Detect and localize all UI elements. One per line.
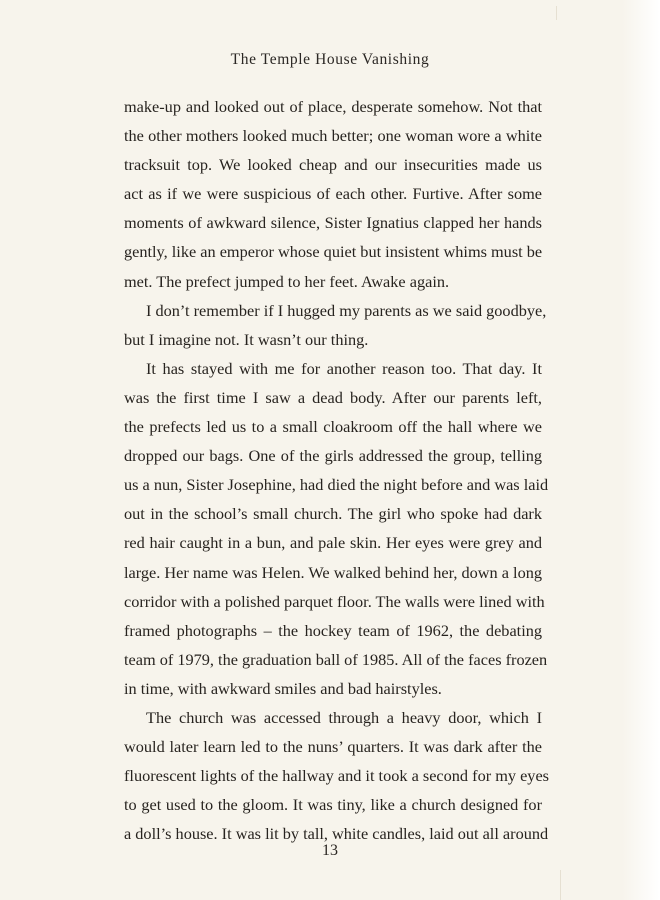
text-line: framed photographs – the hockey team of 1962, the debating	[124, 620, 542, 640]
text-line: It has stayed with me for another reason too. That day. It	[146, 358, 542, 378]
scan-right-margin	[622, 0, 660, 900]
text-line: gently, like an emperor whose quiet but insistent whims must be	[124, 242, 543, 262]
text-line: would later learn led to the nuns’ quarters. It was dark after the	[124, 737, 542, 757]
text-line: us a nun, Sister Josephine, had died the night before and was laid	[124, 475, 549, 495]
text-line: I don’t remember if I hugged my parents as we said goodbye,	[146, 300, 547, 320]
paragraph	[124, 354, 549, 703]
text-line: but I imagine not. It wasn’t our thing.	[124, 329, 369, 349]
paragraph	[124, 92, 542, 296]
paragraph	[124, 296, 547, 354]
text-line: act as if we were suspicious of each other. Furtive. After some	[124, 184, 542, 204]
running-head: The Temple House Vanishing	[230, 51, 430, 68]
text-line: met. The prefect jumped to her feet. Awake again.	[124, 271, 450, 291]
paragraph	[124, 703, 550, 848]
scan-artifact	[556, 6, 557, 20]
text-line: moments of awkward silence, Sister Ignatius clapped her hands	[124, 213, 542, 233]
text-line: a doll’s house. It was lit by tall, white candles, laid out all around	[124, 824, 549, 844]
text-line: make-up and looked out of place, desperate somehow. Not that	[124, 97, 542, 116]
text-line: corridor with a polished parquet floor. The walls were lined with	[124, 591, 545, 611]
body-text	[124, 92, 550, 848]
text-line: large. Her name was Helen. We walked behind her, down a long	[124, 562, 542, 582]
text-line: in time, with awkward smiles and bad hairstyles.	[124, 678, 442, 698]
scan-artifact	[560, 870, 561, 900]
text-line: was the first time I saw a dead body. After our parents left,	[124, 387, 542, 407]
text-line: The church was accessed through a heavy door, which I	[146, 707, 542, 727]
text-line: red hair caught in a bun, and pale skin. Her eyes were grey and	[124, 533, 542, 553]
text-line: the other mothers looked much better; one woman wore a white	[124, 126, 542, 146]
text-line: out in the school’s small church. The girl who spoke had dark	[124, 504, 542, 524]
text-line: fluorescent lights of the hallway and it took a second for my eyes	[124, 766, 550, 786]
text-line: dropped our bags. One of the girls addressed the group, telling	[124, 446, 542, 466]
text-line: the prefects led us to a small cloakroom off the hall where we	[124, 417, 542, 437]
page-number: 13	[322, 842, 338, 859]
text-line: to get used to the gloom. It was tiny, like a church designed for	[124, 795, 542, 815]
text-line: team of 1979, the graduation ball of 1985. All of the faces frozen	[124, 649, 548, 669]
text-line: tracksuit top. We looked cheap and our insecurities made us	[124, 155, 542, 175]
